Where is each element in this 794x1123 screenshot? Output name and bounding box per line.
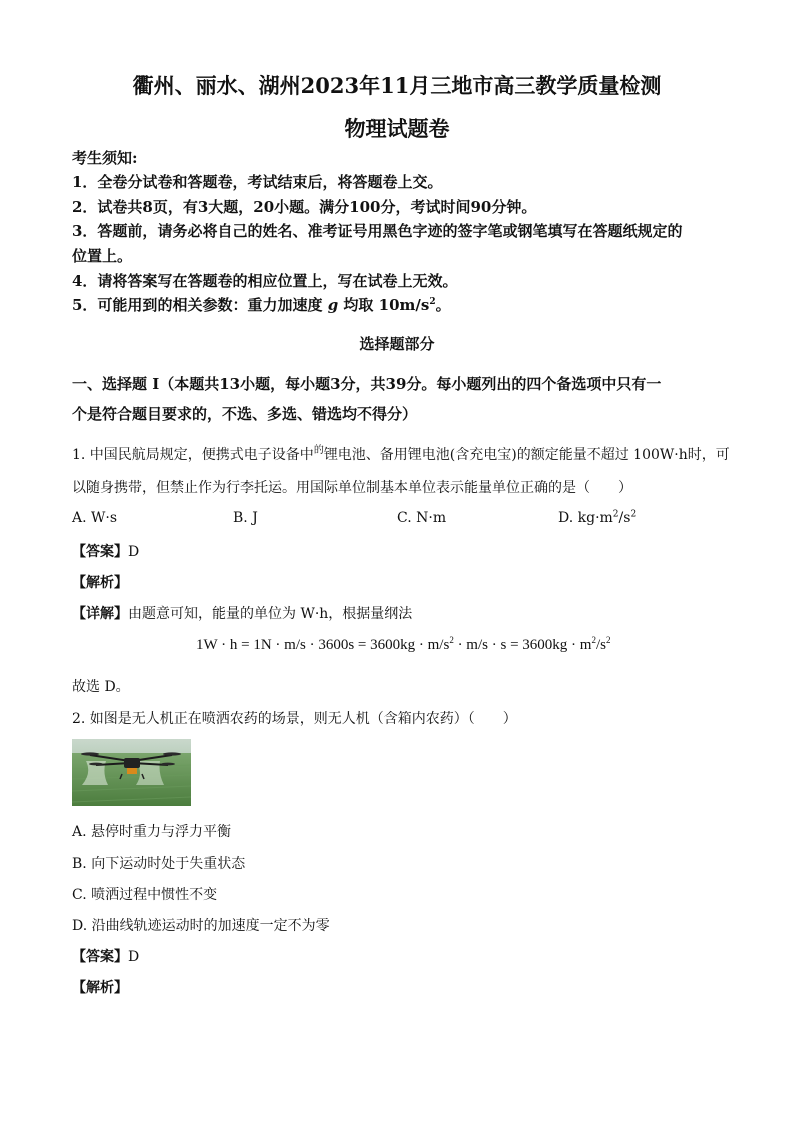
- exam-subtitle: 物理试题卷: [344, 116, 450, 141]
- q1-conclusion: 故选 D。: [72, 679, 130, 695]
- notice-item-2: 2．试卷共8页，有3大题，20小题。满分100分，考试时间90分钟。: [72, 198, 537, 216]
- q1-stem-line2: 以随身携带，但禁止作为行李托运。用国际单位制基本单位表示能量单位正确的是（ ）: [72, 480, 632, 496]
- q1-analysis-tag: 【解析】: [72, 575, 128, 591]
- q1-option-a: A. W·s: [72, 510, 118, 526]
- section-title: 选择题部分: [359, 335, 435, 353]
- q2-stem: 2. 如图是无人机正在喷洒农药的场景，则无人机（含箱内农药）（ ）: [72, 711, 517, 727]
- q1-option-c: C. N·m: [397, 510, 447, 526]
- notice-heading: 考生须知:: [72, 149, 138, 167]
- q1-formula: $1W \cdot h = 1N \cdot m/s \cdot 3600s = 3600kg \cdot m/s^2 \cdot m/s \cdot s = 3600kg \cdot m^2/s^2$: [196, 635, 611, 653]
- notice-item-4: 4．请将答案写在答题卷的相应位置上，写在试卷上无效。: [72, 272, 458, 290]
- q1-option-d: D. $kg\cdot m^2/s^2$: [558, 509, 637, 526]
- notice-item-3: 3．答题前，请务必将自己的姓名、准考证号用黑色字迹的签字笔或钢笔填写在答题纸规定的: [72, 222, 683, 240]
- q2-analysis-tag: 【解析】: [72, 980, 128, 996]
- part-heading-line2: 个是符合题目要求的，不选、多选、错选均不得分）: [72, 405, 418, 423]
- q2-answer: 【答案】D: [72, 949, 140, 965]
- q1-stem-line1: 1. 中国民航局规定，便携式电子设备中$^的$锂电池、备用锂电池(含充电宝)的额定能量不超过 100W·h时，可: [72, 445, 730, 463]
- q2-option-c: C. 喷洒过程中惯性不变: [72, 887, 218, 903]
- q2-option-b: B. 向下运动时处于失重状态: [72, 856, 246, 872]
- part-heading-line1: 一、选择题 I（本题共13小题，每小题3分，共39分。每小题列出的四个备选项中只有一: [72, 375, 662, 393]
- q1-answer: 【答案】D: [72, 544, 140, 560]
- notice-item-5: 5．可能用到的相关参数：重力加速度 g 均取 $10m/s^2$。: [72, 296, 451, 314]
- q2-option-a: A. 悬停时重力与浮力平衡: [72, 824, 232, 840]
- drone-spraying-image: [72, 739, 191, 806]
- q2-option-d: D. 沿曲线轨迹运动时的加速度一定不为零: [72, 918, 330, 934]
- q1-detail: 【详解】由题意可知，能量的单位为 W·h，根据量纲法: [72, 606, 413, 622]
- notice-item-1: 1．全卷分试卷和答题卷，考试结束后，将答题卷上交。: [72, 173, 443, 191]
- q1-option-b: B. J: [233, 510, 258, 526]
- notice-item-3-cont: 位置上。: [72, 247, 133, 265]
- exam-title: 衢州、丽水、湖州2023年11月三地市高三教学质量检测: [132, 73, 662, 98]
